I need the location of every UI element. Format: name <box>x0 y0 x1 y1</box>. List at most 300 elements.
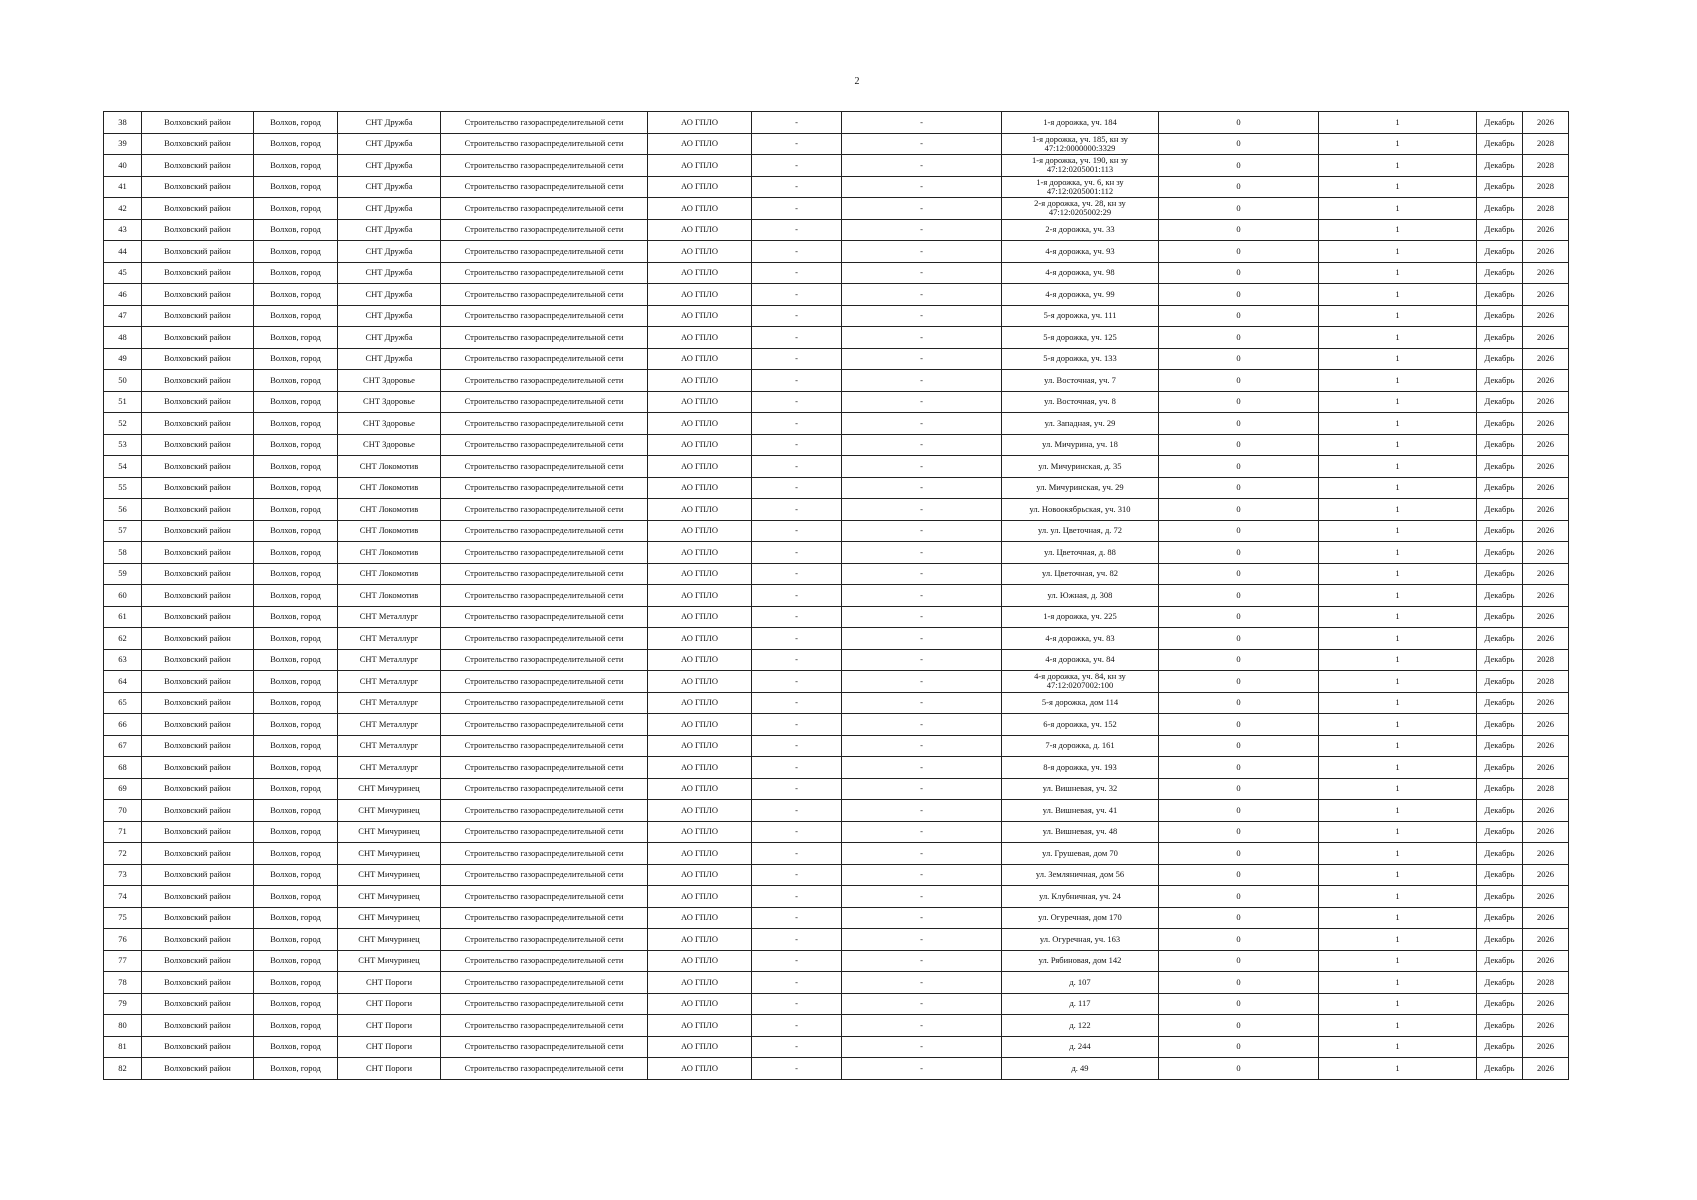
cell-address: 6-я дорожка, уч. 152 <box>1002 714 1159 736</box>
cell-organization: АО ГПЛО <box>648 692 752 714</box>
cell-col-dash-1: - <box>752 757 842 779</box>
cell-settlement: Волхов, город <box>254 133 338 155</box>
cell-col-dash-2: - <box>842 198 1002 220</box>
cell-col-dash-1: - <box>752 929 842 951</box>
cell-month: Декабрь <box>1477 456 1523 478</box>
cell-row-number: 50 <box>104 370 142 392</box>
cell-row-number: 73 <box>104 864 142 886</box>
cell-month: Декабрь <box>1477 800 1523 822</box>
cell-col-dash-1: - <box>752 735 842 757</box>
cell-value-0: 0 <box>1159 305 1319 327</box>
table-row <box>104 542 1569 564</box>
cell-snt-name: СНТ Локомотив <box>338 520 441 542</box>
cell-organization: АО ГПЛО <box>648 628 752 650</box>
cell-organization: АО ГПЛО <box>648 434 752 456</box>
cell-year: 2026 <box>1523 714 1569 736</box>
cell-district: Волховский район <box>142 972 254 994</box>
cell-snt-name: СНТ Мичуринец <box>338 864 441 886</box>
cell-settlement: Волхов, город <box>254 692 338 714</box>
table-row <box>104 348 1569 370</box>
cell-district: Волховский район <box>142 671 254 693</box>
table-row <box>104 155 1569 177</box>
cell-settlement: Волхов, город <box>254 714 338 736</box>
cell-col-dash-1: - <box>752 649 842 671</box>
cell-address: 8-я дорожка, уч. 193 <box>1002 757 1159 779</box>
cell-month: Декабрь <box>1477 907 1523 929</box>
cell-col-dash-2: - <box>842 907 1002 929</box>
cell-value-0: 0 <box>1159 520 1319 542</box>
cell-year: 2026 <box>1523 628 1569 650</box>
cell-settlement: Волхов, город <box>254 434 338 456</box>
cell-year: 2026 <box>1523 563 1569 585</box>
cell-address: 4-я дорожка, уч. 93 <box>1002 241 1159 263</box>
cell-work-type: Строительство газораспределительной сети <box>441 198 648 220</box>
cell-organization: АО ГПЛО <box>648 241 752 263</box>
cell-value-1: 1 <box>1319 671 1477 693</box>
cell-district: Волховский район <box>142 542 254 564</box>
cell-address: ул. Рябиновая, дом 142 <box>1002 950 1159 972</box>
cell-district: Волховский район <box>142 886 254 908</box>
cell-organization: АО ГПЛО <box>648 284 752 306</box>
cell-month: Декабрь <box>1477 649 1523 671</box>
cell-organization: АО ГПЛО <box>648 864 752 886</box>
table-row <box>104 370 1569 392</box>
cell-row-number: 57 <box>104 520 142 542</box>
cell-row-number: 64 <box>104 671 142 693</box>
table-row <box>104 886 1569 908</box>
cell-snt-name: СНТ Локомотив <box>338 563 441 585</box>
cell-year: 2026 <box>1523 542 1569 564</box>
cell-district: Волховский район <box>142 391 254 413</box>
cell-snt-name: СНТ Здоровье <box>338 434 441 456</box>
cell-value-0: 0 <box>1159 198 1319 220</box>
cell-value-1: 1 <box>1319 714 1477 736</box>
cell-snt-name: СНТ Дружба <box>338 305 441 327</box>
cell-year: 2026 <box>1523 929 1569 951</box>
cell-value-0: 0 <box>1159 563 1319 585</box>
cell-snt-name: СНТ Мичуринец <box>338 886 441 908</box>
cell-month: Декабрь <box>1477 778 1523 800</box>
cell-work-type: Строительство газораспределительной сети <box>441 155 648 177</box>
cell-value-0: 0 <box>1159 477 1319 499</box>
cell-year: 2026 <box>1523 843 1569 865</box>
cell-address: д. 117 <box>1002 993 1159 1015</box>
cell-col-dash-1: - <box>752 714 842 736</box>
cell-address: ул. Восточная, уч. 8 <box>1002 391 1159 413</box>
cell-col-dash-2: - <box>842 843 1002 865</box>
cell-value-0: 0 <box>1159 133 1319 155</box>
cell-work-type: Строительство газораспределительной сети <box>441 735 648 757</box>
cell-col-dash-1: - <box>752 907 842 929</box>
cell-address: д. 244 <box>1002 1036 1159 1058</box>
cell-organization: АО ГПЛО <box>648 606 752 628</box>
cell-settlement: Волхов, город <box>254 1015 338 1037</box>
cell-snt-name: СНТ Металлург <box>338 714 441 736</box>
cell-work-type: Строительство газораспределительной сети <box>441 843 648 865</box>
cell-snt-name: СНТ Дружба <box>338 348 441 370</box>
cell-value-1: 1 <box>1319 907 1477 929</box>
table-row <box>104 671 1569 693</box>
cell-value-1: 1 <box>1319 477 1477 499</box>
cell-snt-name: СНТ Мичуринец <box>338 821 441 843</box>
cell-work-type: Строительство газораспределительной сети <box>441 800 648 822</box>
cell-year: 2026 <box>1523 348 1569 370</box>
cell-col-dash-1: - <box>752 864 842 886</box>
cell-year: 2028 <box>1523 133 1569 155</box>
cell-row-number: 49 <box>104 348 142 370</box>
cell-col-dash-1: - <box>752 886 842 908</box>
cell-year: 2026 <box>1523 219 1569 241</box>
cell-row-number: 46 <box>104 284 142 306</box>
cell-snt-name: СНТ Дружба <box>338 284 441 306</box>
cell-organization: АО ГПЛО <box>648 757 752 779</box>
cell-address: ул. Мичуринская, уч. 29 <box>1002 477 1159 499</box>
cell-value-1: 1 <box>1319 348 1477 370</box>
cell-district: Волховский район <box>142 112 254 134</box>
cell-address: д. 49 <box>1002 1058 1159 1080</box>
cell-value-1: 1 <box>1319 972 1477 994</box>
cell-value-1: 1 <box>1319 542 1477 564</box>
cell-settlement: Волхов, город <box>254 735 338 757</box>
cell-settlement: Волхов, город <box>254 778 338 800</box>
cell-snt-name: СНТ Мичуринец <box>338 929 441 951</box>
cell-district: Волховский район <box>142 692 254 714</box>
cell-settlement: Волхов, город <box>254 907 338 929</box>
cell-col-dash-2: - <box>842 692 1002 714</box>
cell-col-dash-2: - <box>842 1015 1002 1037</box>
cell-snt-name: СНТ Металлург <box>338 757 441 779</box>
cell-work-type: Строительство газораспределительной сети <box>441 413 648 435</box>
cell-value-0: 0 <box>1159 907 1319 929</box>
cell-organization: АО ГПЛО <box>648 950 752 972</box>
cell-settlement: Волхов, город <box>254 993 338 1015</box>
cell-col-dash-2: - <box>842 628 1002 650</box>
cell-value-1: 1 <box>1319 864 1477 886</box>
cell-row-number: 79 <box>104 993 142 1015</box>
table-row <box>104 843 1569 865</box>
cell-organization: АО ГПЛО <box>648 305 752 327</box>
cell-value-0: 0 <box>1159 735 1319 757</box>
cell-col-dash-2: - <box>842 348 1002 370</box>
cell-col-dash-2: - <box>842 563 1002 585</box>
cell-settlement: Волхов, город <box>254 477 338 499</box>
cell-row-number: 58 <box>104 542 142 564</box>
cell-settlement: Волхов, город <box>254 929 338 951</box>
cell-row-number: 63 <box>104 649 142 671</box>
cell-value-0: 0 <box>1159 886 1319 908</box>
cell-district: Волховский район <box>142 843 254 865</box>
cell-value-1: 1 <box>1319 456 1477 478</box>
cell-value-0: 0 <box>1159 327 1319 349</box>
cell-work-type: Строительство газораспределительной сети <box>441 499 648 521</box>
cell-year: 2028 <box>1523 778 1569 800</box>
cell-work-type: Строительство газораспределительной сети <box>441 477 648 499</box>
cell-address: ул. Восточная, уч. 7 <box>1002 370 1159 392</box>
cell-row-number: 82 <box>104 1058 142 1080</box>
cell-value-1: 1 <box>1319 950 1477 972</box>
cell-col-dash-2: - <box>842 176 1002 198</box>
cell-settlement: Волхов, город <box>254 606 338 628</box>
table-row <box>104 563 1569 585</box>
table-row <box>104 993 1569 1015</box>
cell-value-1: 1 <box>1319 305 1477 327</box>
cell-address: ул. Вишневая, уч. 41 <box>1002 800 1159 822</box>
cell-month: Декабрь <box>1477 606 1523 628</box>
table-row <box>104 585 1569 607</box>
gasification-table <box>103 111 1569 1080</box>
table-row <box>104 477 1569 499</box>
cell-district: Волховский район <box>142 757 254 779</box>
cell-snt-name: СНТ Локомотив <box>338 585 441 607</box>
cell-row-number: 80 <box>104 1015 142 1037</box>
cell-district: Волховский район <box>142 1015 254 1037</box>
table-row <box>104 499 1569 521</box>
cell-value-0: 0 <box>1159 391 1319 413</box>
cell-row-number: 61 <box>104 606 142 628</box>
cell-snt-name: СНТ Дружба <box>338 327 441 349</box>
cell-work-type: Строительство газораспределительной сети <box>441 692 648 714</box>
cell-settlement: Волхов, город <box>254 413 338 435</box>
cell-year: 2026 <box>1523 262 1569 284</box>
cell-col-dash-2: - <box>842 649 1002 671</box>
cell-value-1: 1 <box>1319 284 1477 306</box>
cell-settlement: Волхов, город <box>254 800 338 822</box>
cell-address: ул. Огуречная, уч. 163 <box>1002 929 1159 951</box>
cell-district: Волховский район <box>142 327 254 349</box>
cell-year: 2026 <box>1523 413 1569 435</box>
cell-snt-name: СНТ Мичуринец <box>338 950 441 972</box>
cell-settlement: Волхов, город <box>254 1036 338 1058</box>
cell-value-1: 1 <box>1319 391 1477 413</box>
table-row <box>104 757 1569 779</box>
cell-organization: АО ГПЛО <box>648 520 752 542</box>
cell-district: Волховский район <box>142 477 254 499</box>
cell-col-dash-1: - <box>752 413 842 435</box>
cell-row-number: 69 <box>104 778 142 800</box>
cell-year: 2026 <box>1523 886 1569 908</box>
cell-value-0: 0 <box>1159 649 1319 671</box>
cell-col-dash-1: - <box>752 155 842 177</box>
cell-row-number: 66 <box>104 714 142 736</box>
table-row <box>104 1058 1569 1080</box>
table-row <box>104 628 1569 650</box>
cell-value-1: 1 <box>1319 133 1477 155</box>
table-row <box>104 864 1569 886</box>
cell-work-type: Строительство газораспределительной сети <box>441 305 648 327</box>
cell-row-number: 62 <box>104 628 142 650</box>
cell-address: ул. Огуречная, дом 170 <box>1002 907 1159 929</box>
cell-work-type: Строительство газораспределительной сети <box>441 542 648 564</box>
cell-col-dash-2: - <box>842 370 1002 392</box>
cell-address: 1-я дорожка, уч. 225 <box>1002 606 1159 628</box>
cell-district: Волховский район <box>142 370 254 392</box>
cell-col-dash-1: - <box>752 477 842 499</box>
table-row <box>104 821 1569 843</box>
cell-district: Волховский район <box>142 1058 254 1080</box>
cell-work-type: Строительство газораспределительной сети <box>441 714 648 736</box>
cell-value-1: 1 <box>1319 843 1477 865</box>
cell-row-number: 48 <box>104 327 142 349</box>
cell-district: Волховский район <box>142 219 254 241</box>
cell-col-dash-1: - <box>752 499 842 521</box>
cell-row-number: 77 <box>104 950 142 972</box>
cell-col-dash-2: - <box>842 499 1002 521</box>
table-row <box>104 1036 1569 1058</box>
cell-work-type: Строительство газораспределительной сети <box>441 563 648 585</box>
cell-row-number: 51 <box>104 391 142 413</box>
cell-month: Декабрь <box>1477 370 1523 392</box>
cell-col-dash-2: - <box>842 778 1002 800</box>
cell-value-0: 0 <box>1159 800 1319 822</box>
cell-organization: АО ГПЛО <box>648 972 752 994</box>
table-row <box>104 456 1569 478</box>
cell-value-1: 1 <box>1319 198 1477 220</box>
cell-district: Волховский район <box>142 133 254 155</box>
cell-value-0: 0 <box>1159 606 1319 628</box>
cell-settlement: Волхов, город <box>254 585 338 607</box>
cell-address: 5-я дорожка, уч. 111 <box>1002 305 1159 327</box>
cell-row-number: 52 <box>104 413 142 435</box>
table-row <box>104 219 1569 241</box>
cell-address: ул. Вишневая, уч. 48 <box>1002 821 1159 843</box>
cell-month: Декабрь <box>1477 714 1523 736</box>
cell-col-dash-2: - <box>842 262 1002 284</box>
cell-address: 4-я дорожка, уч. 84, кн зу 47:12:0207002:100 <box>1002 671 1159 693</box>
cell-settlement: Волхов, город <box>254 155 338 177</box>
table-row <box>104 284 1569 306</box>
table-row <box>104 907 1569 929</box>
cell-address: 2-я дорожка, уч. 33 <box>1002 219 1159 241</box>
cell-value-0: 0 <box>1159 284 1319 306</box>
cell-value-0: 0 <box>1159 864 1319 886</box>
cell-district: Волховский район <box>142 241 254 263</box>
cell-work-type: Строительство газораспределительной сети <box>441 757 648 779</box>
cell-snt-name: СНТ Металлург <box>338 735 441 757</box>
cell-year: 2026 <box>1523 585 1569 607</box>
cell-month: Декабрь <box>1477 413 1523 435</box>
cell-settlement: Волхов, город <box>254 864 338 886</box>
cell-district: Волховский район <box>142 563 254 585</box>
cell-value-0: 0 <box>1159 778 1319 800</box>
cell-settlement: Волхов, город <box>254 456 338 478</box>
cell-month: Декабрь <box>1477 219 1523 241</box>
cell-snt-name: СНТ Дружба <box>338 112 441 134</box>
cell-row-number: 45 <box>104 262 142 284</box>
cell-value-0: 0 <box>1159 950 1319 972</box>
cell-organization: АО ГПЛО <box>648 499 752 521</box>
cell-work-type: Строительство газораспределительной сети <box>441 993 648 1015</box>
cell-month: Декабрь <box>1477 864 1523 886</box>
cell-work-type: Строительство газораспределительной сети <box>441 972 648 994</box>
cell-value-1: 1 <box>1319 757 1477 779</box>
cell-col-dash-1: - <box>752 778 842 800</box>
cell-col-dash-1: - <box>752 176 842 198</box>
cell-work-type: Строительство газораспределительной сети <box>441 606 648 628</box>
cell-year: 2026 <box>1523 606 1569 628</box>
cell-value-0: 0 <box>1159 348 1319 370</box>
cell-month: Декабрь <box>1477 284 1523 306</box>
cell-month: Декабрь <box>1477 692 1523 714</box>
cell-col-dash-2: - <box>842 219 1002 241</box>
cell-address: д. 107 <box>1002 972 1159 994</box>
cell-settlement: Волхов, город <box>254 348 338 370</box>
cell-work-type: Строительство газораспределительной сети <box>441 176 648 198</box>
cell-value-0: 0 <box>1159 241 1319 263</box>
cell-district: Волховский район <box>142 800 254 822</box>
cell-row-number: 53 <box>104 434 142 456</box>
cell-address: 5-я дорожка, дом 114 <box>1002 692 1159 714</box>
cell-row-number: 43 <box>104 219 142 241</box>
cell-col-dash-2: - <box>842 112 1002 134</box>
cell-value-1: 1 <box>1319 219 1477 241</box>
cell-settlement: Волхов, город <box>254 649 338 671</box>
cell-year: 2028 <box>1523 671 1569 693</box>
cell-month: Декабрь <box>1477 1036 1523 1058</box>
cell-district: Волховский район <box>142 585 254 607</box>
cell-col-dash-1: - <box>752 241 842 263</box>
cell-district: Волховский район <box>142 714 254 736</box>
cell-col-dash-1: - <box>752 112 842 134</box>
cell-col-dash-1: - <box>752 305 842 327</box>
cell-row-number: 81 <box>104 1036 142 1058</box>
cell-col-dash-2: - <box>842 477 1002 499</box>
cell-col-dash-1: - <box>752 284 842 306</box>
cell-address: ул. Цветочная, уч. 82 <box>1002 563 1159 585</box>
cell-year: 2026 <box>1523 391 1569 413</box>
cell-row-number: 68 <box>104 757 142 779</box>
page-number: 2 <box>854 76 860 87</box>
cell-work-type: Строительство газораспределительной сети <box>441 1036 648 1058</box>
cell-row-number: 54 <box>104 456 142 478</box>
cell-organization: АО ГПЛО <box>648 886 752 908</box>
cell-organization: АО ГПЛО <box>648 671 752 693</box>
cell-col-dash-1: - <box>752 1036 842 1058</box>
cell-value-1: 1 <box>1319 886 1477 908</box>
cell-snt-name: СНТ Металлург <box>338 628 441 650</box>
cell-work-type: Строительство газораспределительной сети <box>441 585 648 607</box>
cell-year: 2026 <box>1523 241 1569 263</box>
cell-value-1: 1 <box>1319 1036 1477 1058</box>
cell-year: 2026 <box>1523 1036 1569 1058</box>
cell-address: ул. Земляничная, дом 56 <box>1002 864 1159 886</box>
cell-work-type: Строительство газораспределительной сети <box>441 456 648 478</box>
cell-col-dash-1: - <box>752 993 842 1015</box>
cell-col-dash-1: - <box>752 542 842 564</box>
cell-col-dash-1: - <box>752 692 842 714</box>
cell-row-number: 56 <box>104 499 142 521</box>
table-row <box>104 176 1569 198</box>
cell-district: Волховский район <box>142 176 254 198</box>
cell-settlement: Волхов, город <box>254 1058 338 1080</box>
table-row <box>104 778 1569 800</box>
table-row <box>104 606 1569 628</box>
cell-value-1: 1 <box>1319 929 1477 951</box>
cell-month: Декабрь <box>1477 993 1523 1015</box>
cell-organization: АО ГПЛО <box>648 391 752 413</box>
cell-organization: АО ГПЛО <box>648 477 752 499</box>
cell-district: Волховский район <box>142 950 254 972</box>
cell-work-type: Строительство газораспределительной сети <box>441 434 648 456</box>
cell-organization: АО ГПЛО <box>648 821 752 843</box>
cell-col-dash-1: - <box>752 133 842 155</box>
cell-month: Декабрь <box>1477 821 1523 843</box>
cell-organization: АО ГПЛО <box>648 649 752 671</box>
cell-settlement: Волхов, город <box>254 628 338 650</box>
cell-settlement: Волхов, город <box>254 219 338 241</box>
cell-col-dash-2: - <box>842 886 1002 908</box>
cell-organization: АО ГПЛО <box>648 176 752 198</box>
cell-row-number: 40 <box>104 155 142 177</box>
